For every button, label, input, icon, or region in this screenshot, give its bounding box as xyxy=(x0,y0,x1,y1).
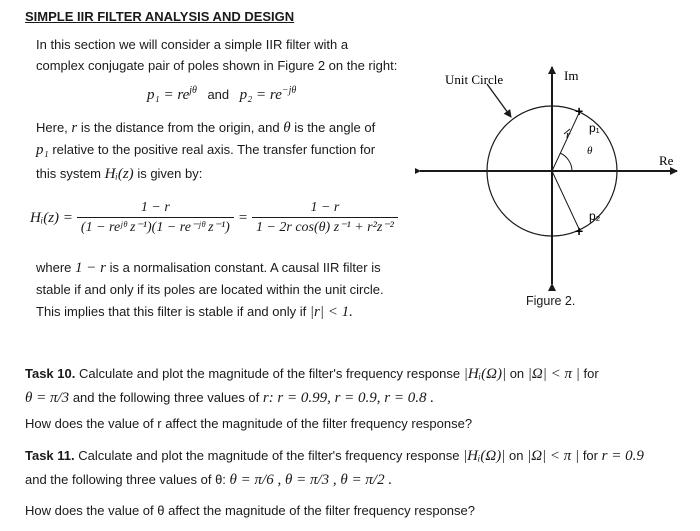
p2-label: p₂ xyxy=(589,209,601,223)
radius-line-p2 xyxy=(552,171,580,231)
task10-question: How does the value of r affect the magnitude of the filter frequency response? xyxy=(25,416,473,431)
equals-sign: = xyxy=(237,209,248,226)
para3-line-2: stable if and only if its poles are located within the unit circle. xyxy=(36,282,384,297)
radius-line-p1 xyxy=(552,111,580,171)
theta-arc xyxy=(560,153,572,171)
figure-caption: Figure 2. xyxy=(526,294,576,308)
p2-pole-mark: + xyxy=(575,223,584,239)
section-heading: SIMPLE IIR FILTER ANALYSIS AND DESIGN xyxy=(25,9,295,24)
p2-expr: $p_2 = re^{-j\theta}$ xyxy=(239,85,297,103)
pole-zero-figure xyxy=(415,62,690,292)
and-word: and xyxy=(207,87,230,102)
transfer-fraction-2: $\frac{1 - r}{\text{1 − 2r cos(θ) z⁻¹ + r²z⁻²}}$ xyxy=(252,200,398,236)
para3-line-1: where 1 − r is a normalisation constant. A causal IIR filter is xyxy=(36,260,381,276)
p1-pole-mark: + xyxy=(575,103,584,119)
theta-label: θ xyxy=(587,145,593,157)
transfer-fraction-1: $\frac{1 - r}{\text{(1 − reʲᶿ z⁻¹)(1 − re⁻ʲᶿ z⁻¹)}}$ xyxy=(77,200,234,236)
task10-label: Task 10. xyxy=(25,366,76,381)
task11-question: How does the value of θ affect the magnitude of the filter frequency response? xyxy=(25,503,475,518)
task11-line-1: Task 11. Calculate and plot the magnitude of the filter's frequency response |Hᵢ(Ω)| on |Ω| < π | for r = 0.9 xyxy=(25,448,644,464)
para2-line-2: p₁ relative to the positive real axis. The transfer function for xyxy=(36,142,376,158)
re-label: Re xyxy=(659,153,674,168)
para2-line-1: Here, r is the distance from the origin, and θ is the angle of xyxy=(36,120,376,136)
task10-line-2: θ = π/3 and the following three values of r: r = 0.99, r = 0.9, r = 0.8 . xyxy=(25,390,435,406)
unit-circle-label: Unit Circle xyxy=(445,72,504,87)
p1-label: p₁ xyxy=(589,121,600,135)
poles-equation xyxy=(147,85,296,104)
intro-line-1: In this section we will consider a simple IIR filter with a xyxy=(36,37,349,52)
transfer-function-equation xyxy=(30,200,398,236)
task11-line-2: and the following three values of θ: θ = π/6 , θ = π/3 , θ = π/2 . xyxy=(25,472,393,488)
transfer-lhs: Hᵢ(z) = xyxy=(30,209,73,226)
task11-label: Task 11. xyxy=(25,448,75,463)
r-label: r xyxy=(566,129,571,141)
p1-expr: $p_1 = re^{j\theta}$ xyxy=(147,85,197,103)
im-label: Im xyxy=(564,68,579,83)
unit-circle-pointer xyxy=(487,84,511,117)
para2-line-3: this system Hᵢ(z) is given by: xyxy=(36,166,203,182)
intro-line-2: complex conjugate pair of poles shown in Figure 2 on the right: xyxy=(36,58,398,73)
para3-line-3: This implies that this filter is stable if and only if |r| < 1. xyxy=(36,304,353,320)
task10-line-1: Task 10. Calculate and plot the magnitude of the filter's frequency response |Hᵢ(Ω)| on |Ω| < π | for xyxy=(25,366,599,382)
